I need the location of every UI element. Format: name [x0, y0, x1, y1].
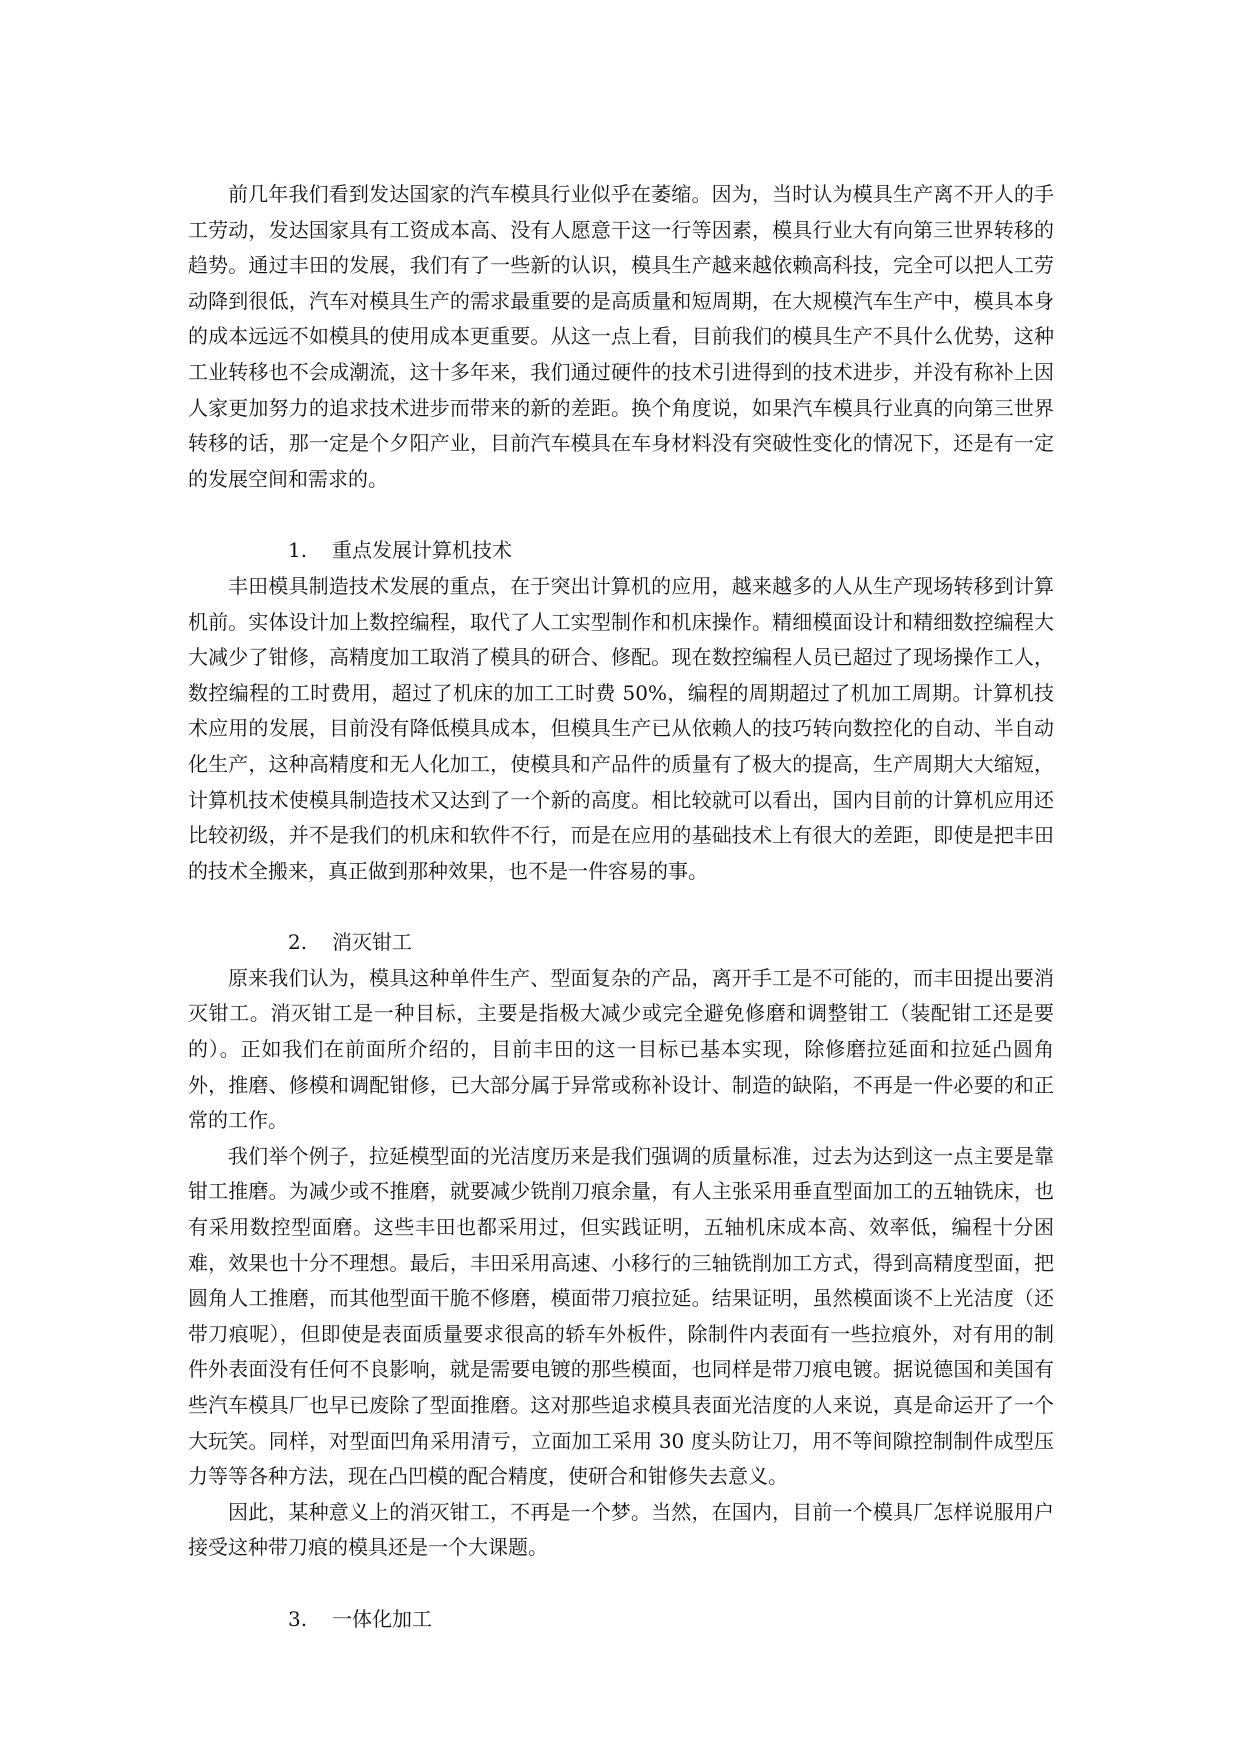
section-number: 2. [288, 930, 308, 955]
intro-paragraph: 前几年我们看到发达国家的汽车模具行业似乎在萎缩。因为，当时认为模具生产离不开人的手工劳动，发达国家具有工资成本高、没有人愿意干这一行等因素，模具行业大有向第三世界转移的趋势。通过丰田的发展，我们有了一些新的认识，模具生产越来越依赖高科技，完全可以把人工劳动降到很低，汽车对模具生产的需求最重要的是高质量和短周期，在大规模汽车生产中，模具本身的成本远远不如模具的使用成本更重要。从这一点上看，目前我们的模具生产不具什么优势，这种工业转移也不会成潮流，这十多年来，我们通过硬件的技术引进得到的技术进步，并没有称补上因人家更加努力的追求技术进步而带来的新的差距。换个角度说，如果汽车模具行业真的向第三世界转移的话，那一定是个夕阳产业，目前汽车模具在车身材料没有突破性变化的情况下，还是有一定的发展空间和需求的。 [188, 182, 1054, 491]
section-title: 一体化加工 [332, 1606, 432, 1631]
section-title: 重点发展计算机技术 [332, 538, 512, 563]
section-number: 3. [288, 1606, 308, 1631]
section-1-paragraph-1: 丰田模具制造技术发展的重点，在于突出计算机的应用，越来越多的人从生产现场转移到计算机前。实体设计加上数控编程，取代了人工实型制作和机床操作。精细模面设计和精细数控编程大大减少了钳修，高精度加工取消了模具的研合、修配。现在数控编程人员已超过了现场操作工人，数控编程的工时费用，超过了机床的加工工时费 50%，编程的周期超过了机加工周期。计算机技术应用的发展，目前没有降低模具成本，但模具生产已从依赖人的技巧转向数控化的自动、半自动化生产，这种高精度和无人化加工，使模具和产品件的质量有了极大的提高，生产周期大大缩短，计算机技术使模具制造技术又达到了一个新的高度。相比较就可以看出，国内目前的计算机应用还比较初级，并不是我们的机床和软件不行，而是在应用的基础技术上有很大的差距，即使是把丰田的技术全搬来，真正做到那种效果，也不是一件容易的事。 [188, 573, 1054, 883]
section-title: 消灭钳工 [332, 930, 412, 955]
document-body [188, 177, 1054, 1638]
section-2-paragraph-3: 因此，某种意义上的消灭钳工，不再是一个梦。当然，在国内，目前一个模具厂怎样说服用户接受这种带刀痕的模具还是一个大课题。 [188, 1499, 1054, 1560]
section-2-paragraph-2: 我们举个例子，拉延模型面的光洁度历来是我们强调的质量标准，过去为达到这一点主要是靠钳工推磨。为减少或不推磨，就要减少铣削刀痕余量，有人主张采用垂直型面加工的五轴铣床，也有采用数控型面磨。这些丰田也都采用过，但实践证明，五轴机床成本高、效率低，编程十分困难，效果也十分不理想。最后，丰田采用高速、小移行的三轴铣削加工方式，得到高精度型面，把圆角人工推磨，而其他型面干脆不修磨，模面带刀痕拉延。结果证明，虽然模面谈不上光洁度（还带刀痕呢），但即使是表面质量要求很高的轿车外板件，除制件内表面有一些拉痕外，对有用的制件外表面没有任何不良影响，就是需要电镀的那些模面，也同样是带刀痕电镀。据说德国和美国有些汽车模具厂也早已废除了型面推磨。这对那些追求模具表面光洁度的人来说，真是命运开了一个大玩笑。同样，对型面凹角采用清亏，立面加工采用 30 度头防让刀，用不等间隙控制制件成型压力等等各种方法，现在凸凹模的配合精度，使研合和钳修失去意义。 [188, 1143, 1054, 1489]
section-heading-1 [188, 533, 1054, 569]
section-heading-3 [188, 1602, 1054, 1638]
section-number: 1. [288, 538, 308, 563]
section-heading-2 [188, 925, 1054, 961]
section-2-paragraph-1: 原来我们认为，模具这种单件生产、型面复杂的产品，离开手工是不可能的，而丰田提出要消灭钳工。消灭钳工是一种目标，主要是指极大减少或完全避免修磨和调整钳工（装配钳工还是要的）。正如我们在前面所介绍的，目前丰田的这一目标已基本实现，除修磨拉延面和拉延凸圆角外，推磨、修模和调配钳修，已大部分属于异常或称补设计、制造的缺陷，不再是一件必要的和正常的工作。 [188, 965, 1054, 1133]
